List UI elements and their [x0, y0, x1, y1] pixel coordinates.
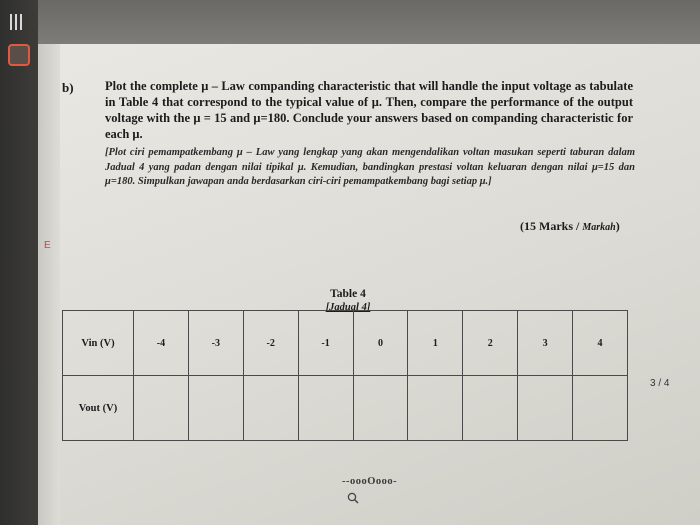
vin-cell: 4	[573, 311, 628, 376]
vin-cell: -4	[134, 311, 189, 376]
question-translation: [Plot ciri pemampatkembang μ – Law yang lengkap yang akan mengendalikan voltan masukan seperti taburan dalam Jadual 4 yang padan dengan nilai tipikal μ. Kemudian, bandingkan prestasi voltan keluaran dengan nilai μ=15 dan μ=180. Simpulkan jawapan anda berdasarkan ciri-ciri pemampatkembang bagi setiap μ.]	[105, 147, 635, 187]
end-marker: --oooOooo-	[342, 476, 398, 487]
marks-label	[520, 219, 620, 234]
vin-cell: -1	[298, 311, 353, 376]
vin-cell: 3	[518, 311, 573, 376]
page-number: 3 / 4	[650, 378, 670, 389]
vin-cell: -3	[188, 311, 243, 376]
edit-tool-icon[interactable]	[8, 44, 30, 66]
vout-cell	[463, 376, 518, 441]
question-label: b)	[62, 80, 74, 95]
page-gutter	[38, 44, 60, 525]
table-row-vin	[63, 311, 628, 376]
table-title-en: Table 4	[330, 288, 366, 300]
vout-cell	[298, 376, 353, 441]
vout-cell	[353, 376, 408, 441]
marks-malay: Markah	[582, 222, 616, 233]
vin-cell: 1	[408, 311, 463, 376]
zoom-icon[interactable]	[347, 492, 359, 504]
vout-cell	[134, 376, 189, 441]
marks-text: (15 Marks /	[520, 219, 583, 233]
left-toolbar	[0, 0, 38, 525]
vin-cell: 0	[353, 311, 408, 376]
vin-label: Vin (V)	[63, 311, 134, 376]
table-row-vout	[63, 376, 628, 441]
vout-label: Vout (V)	[63, 376, 134, 441]
data-table	[62, 310, 628, 441]
vout-cell	[518, 376, 573, 441]
document-page	[38, 44, 700, 525]
marks-close: )	[615, 219, 620, 233]
vout-cell	[408, 376, 463, 441]
vout-cell	[188, 376, 243, 441]
vin-cell: -2	[243, 311, 298, 376]
vin-cell: 2	[463, 311, 518, 376]
menu-icon[interactable]	[10, 14, 24, 30]
top-bar	[38, 0, 700, 44]
gutter-mark: E	[44, 240, 51, 251]
vout-cell	[573, 376, 628, 441]
table-title-malay: [Jadual 4]	[325, 302, 371, 313]
vout-cell	[243, 376, 298, 441]
question-text: Plot the complete μ – Law companding characteristic that will handle the input voltage as tabulate in Table 4 that correspond to the typical value of μ. Then, compare the performance of the output voltage with the μ = 15 and μ=180. Conclude your answers based on companding characteristic for each μ.	[105, 79, 633, 141]
